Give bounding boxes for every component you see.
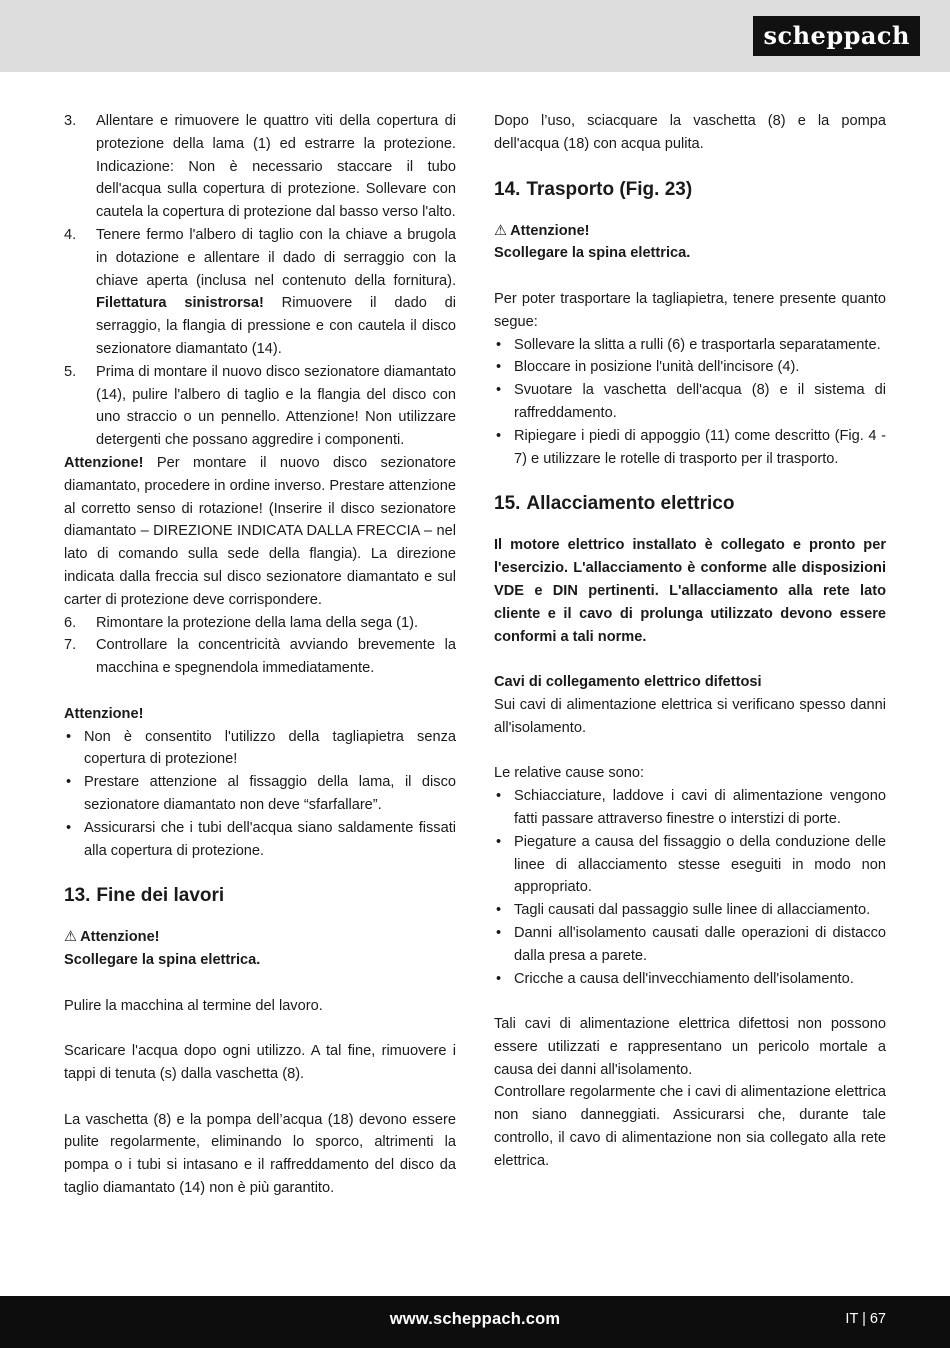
steps-list-b	[64, 612, 456, 680]
list-item: • Piegature a causa del fissaggio o della conduzione delle linee di allacciamento stesse eseguiti in modo non appropriato.	[494, 831, 886, 899]
paragraph: Le relative cause sono:	[494, 765, 645, 782]
paragraph: Il motore elettrico installato è collegato e pronto per l'esercizio. L'allacciamento è conforme alle disposizioni VDE e DIN pertinenti. L'allacciamento alla rete lato cliente e il cavo di prolunga utilizzato devono essere conformi a tali norme.	[494, 537, 886, 645]
steps-list-a	[64, 110, 456, 452]
page-footer	[0, 1296, 950, 1348]
list-item: • Danni all'isolamento causati dalle operazioni di distacco dalla presa a parete.	[494, 922, 886, 968]
warning-icon: ⚠	[494, 222, 508, 239]
list-item: • Ripiegare i piedi di appoggio (11) come descritto (Fig. 4 - 7) e utilizzare le rotelle di trasporto per il trasporto.	[494, 425, 886, 471]
list-item: 3. Allentare e rimuovere le quattro viti della copertura di protezione della lama (1) ed estrarre la protezione. Indicazione: Non è necessario staccare il tubo dell'acqua sulla copertura di protezione. Sollevare con cautela la copertura di protezione dal basso verso l'alto.	[64, 113, 456, 221]
paragraph: Sui cavi di alimentazione elettrica si verificano spesso danni all'isolamento.	[494, 696, 886, 736]
list-item: • Sollevare la slitta a rulli (6) e trasportarla separatamente.	[494, 334, 886, 357]
list-item: 4. Tenere fermo l'albero di taglio con la chiave a brugola in dotazione e allentare il dado di serraggio con la chiave aperta (inclusa nel contenuto della fornitura). Filettatura sinistrorsa! Rimuovere il dado di serraggio, la flangia di pressione e con cautela il disco sezionatore diamantato (14).	[64, 226, 456, 357]
attention-list	[64, 726, 456, 863]
paragraph: Dopo l’uso, sciacquare la vaschetta (8) e la pompa dell'acqua (18) con acqua pulita.	[494, 113, 886, 152]
paragraph: Tali cavi di alimentazione elettrica difettosi non possono essere utilizzati e rappresentano un pericolo mortale a causa dei danni all'isolamento.	[494, 1016, 886, 1078]
warning-text: Scollegare la spina elettrica.	[64, 952, 261, 969]
list-item: 7. Controllare la concentricità avviando brevemente la macchina e spegnendola immediatamente.	[64, 637, 456, 677]
paragraph: Per poter trasportare la tagliapietra, tenere presente quanto segue:	[494, 290, 886, 330]
warning-text: Scollegare la spina elettrica.	[494, 245, 691, 262]
section-13-heading: 13. Fine dei lavori	[64, 885, 225, 907]
subheading: Cavi di collegamento elettrico difettosi	[494, 674, 762, 691]
warning-title: ⚠ Attenzione!	[64, 926, 456, 949]
causes-list	[494, 785, 886, 990]
transport-list	[494, 334, 886, 471]
list-item: • Tagli causati dal passaggio sulle linee di allacciamento.	[494, 899, 886, 922]
attention-title: Attenzione!	[64, 705, 144, 722]
paragraph: Pulire la macchina al termine del lavoro.	[64, 997, 323, 1014]
paragraph: La vaschetta (8) e la pompa dell’acqua (18) devono essere pulite regolarmente, eliminando lo sporco, altrimenti la pompa o i tubi si intasano e il raffreddamento del disco da taglio diamantato (14) non è più garantito.	[64, 1111, 456, 1197]
left-column	[64, 110, 456, 1200]
list-item: • Bloccare in posizione l'unità dell'incisore (4).	[494, 356, 886, 379]
section-15-heading: 15. Allacciamento elettrico	[494, 493, 735, 515]
warning-icon: ⚠	[64, 929, 78, 946]
list-item: • Assicurarsi che i tubi dell'acqua siano saldamente fissati alla copertura di protezione.	[64, 817, 456, 863]
mounting-note: Attenzione! Per montare il nuovo disco sezionatore diamantato, procedere in ordine inverso. Prestare attenzione al corretto senso di rotazione! (Inserire il disco sezionatore diamantato – DIREZIONE INDICATA DALLA FRECCIA – nel lato di comando sulla sede della flangia). La direzione indicata dalla freccia sul disco sezionatore diamantato e sul carter di protezione deve corrispondere.	[64, 454, 456, 608]
section-14-heading: 14. Trasporto (Fig. 23)	[494, 178, 693, 200]
paragraph: Controllare regolarmente che i cavi di alimentazione elettrica non siano danneggiati. Assicurarsi che, durante tale controllo, il cavo di alimentazione non sia collegato alla rete elettrica.	[494, 1084, 886, 1169]
paragraph: Scaricare l'acqua dopo ogni utilizzo. A tal fine, rimuovere i tappi di tenuta (s) dalla vaschetta (8).	[64, 1043, 456, 1083]
list-item: • Cricche a causa dell'invecchiamento dell'isolamento.	[494, 968, 886, 991]
page-number: IT | 67	[845, 1311, 886, 1327]
right-column	[494, 110, 886, 1173]
list-item: 5. Prima di montare il nuovo disco sezionatore diamantato (14), pulire l'albero di taglio e la flangia del disco con uno straccio o un pennello. Attenzione! Non utilizzare detergenti che possano aggredire i componenti.	[64, 363, 456, 449]
website-link[interactable]: www.scheppach.com	[389, 1310, 561, 1328]
list-item: • Prestare attenzione al fissaggio della lama, il disco sezionatore diamantato non deve “sfarfallare”.	[64, 771, 456, 817]
list-item: • Svuotare la vaschetta dell'acqua (8) e il sistema di raffreddamento.	[494, 379, 886, 425]
list-item: 6. Rimontare la protezione della lama della sega (1).	[64, 614, 419, 631]
warning-title: ⚠ Attenzione!	[494, 220, 886, 243]
list-item: • Schiacciature, laddove i cavi di alimentazione vengono fatti passare attraverso finestre o interstizi di porte.	[494, 785, 886, 831]
list-item: • Non è consentito l'utilizzo della tagliapietra senza copertura di protezione!	[64, 726, 456, 772]
page-header	[0, 0, 950, 72]
brand-logo: scheppach	[753, 16, 920, 56]
